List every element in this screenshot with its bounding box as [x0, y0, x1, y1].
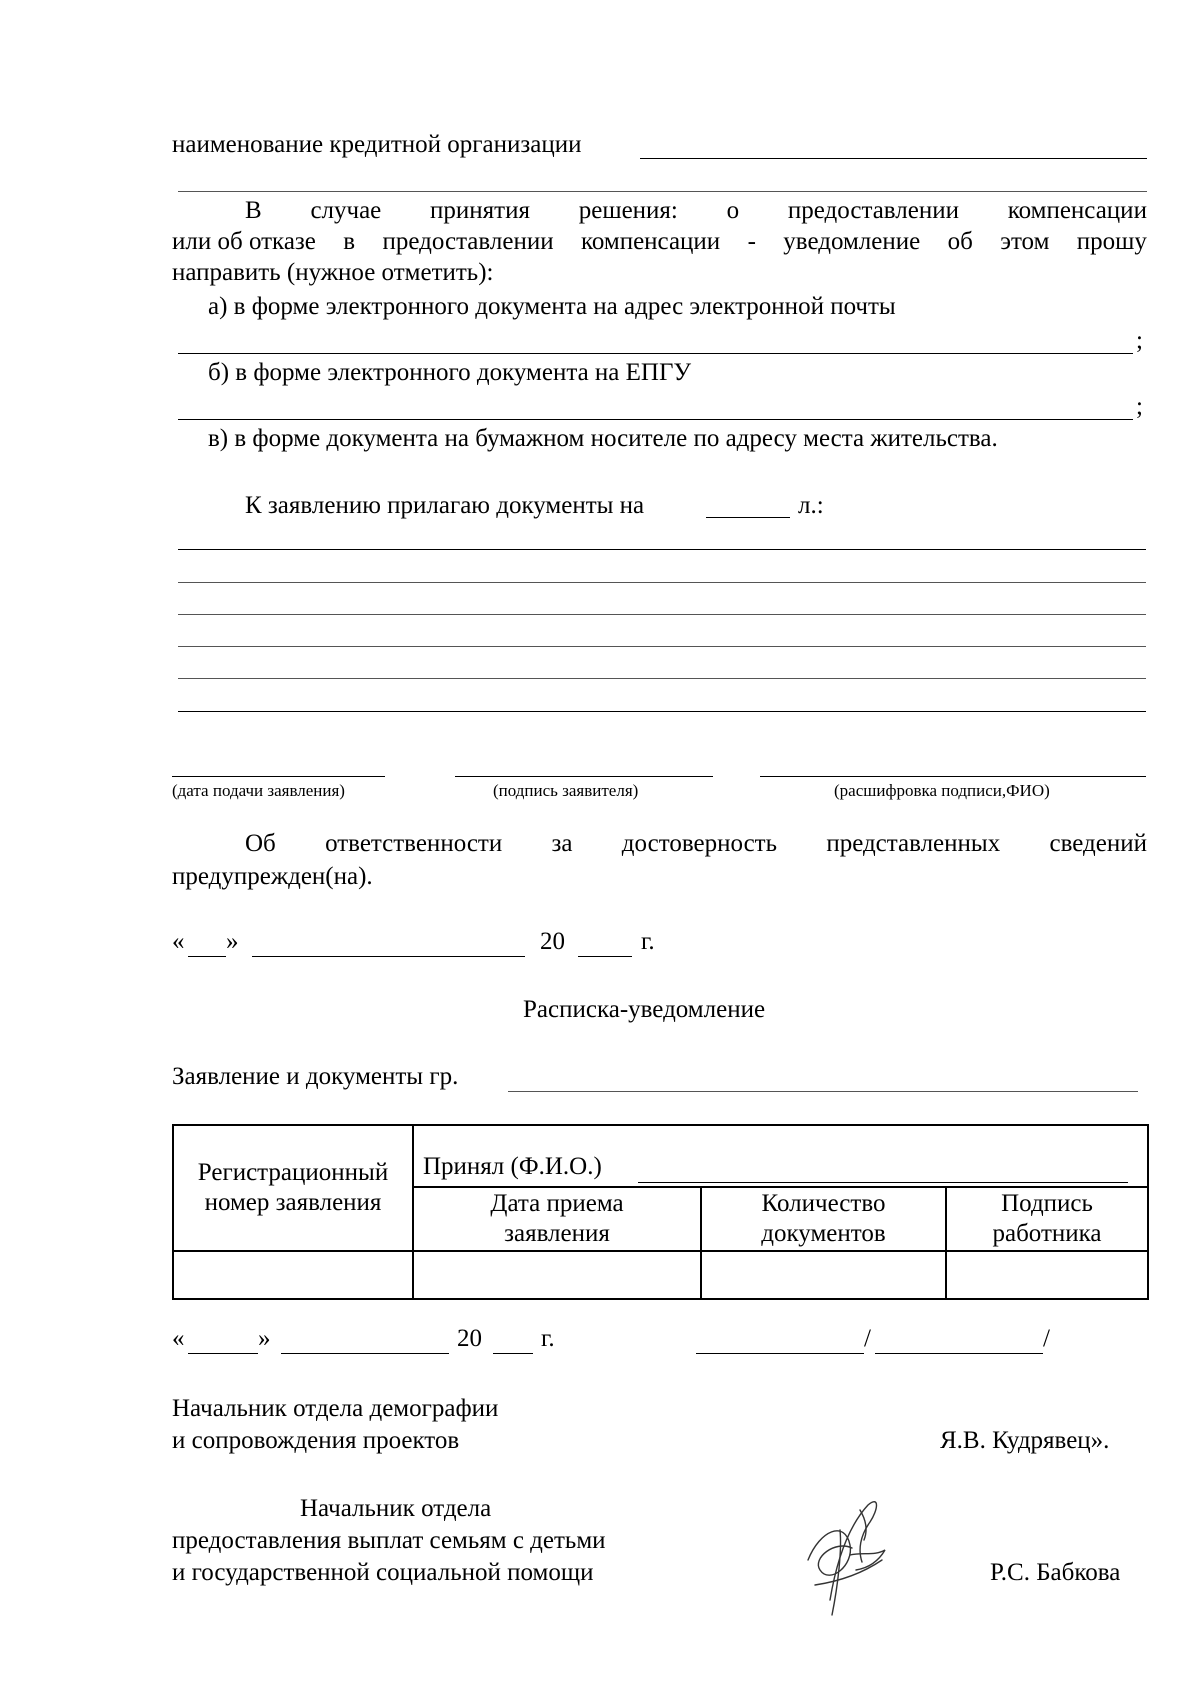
signatory2-title-line3: и государственной социальной помощи	[172, 1559, 594, 1586]
documents-count-header: Количество документов	[701, 1187, 946, 1251]
attachments-line-5[interactable]	[178, 678, 1146, 679]
receipt-date-year-field[interactable]	[493, 1353, 533, 1354]
receipt-date-day-field[interactable]	[188, 1353, 258, 1354]
signature-decoding-field[interactable]	[760, 776, 1146, 777]
attachments-line-4[interactable]	[178, 646, 1146, 647]
documents-count-cell[interactable]	[701, 1251, 946, 1299]
attachments-label: К заявлению прилагаю документы на	[245, 492, 645, 519]
email-address-field[interactable]	[178, 353, 1133, 354]
receipt-title: Расписка-уведомление	[523, 996, 766, 1023]
option-epgu[interactable]: б) в форме электронного документа на ЕПГУ	[208, 359, 692, 386]
date-open-quote: «	[172, 928, 185, 955]
signature-slash-2: /	[1043, 1325, 1050, 1352]
date-day-field[interactable]	[188, 956, 226, 957]
date-close-quote: »	[226, 928, 239, 955]
submission-date-field[interactable]	[172, 776, 385, 777]
signatory2-name: Р.С. Бабкова	[990, 1559, 1121, 1586]
receipt-date-close-quote: »	[258, 1325, 271, 1352]
receipt-date-year-suffix: г.	[541, 1325, 555, 1352]
receipt-date-open-quote: «	[172, 1325, 185, 1352]
signature-slash-1: /	[864, 1325, 871, 1352]
attachments-pages-field[interactable]	[706, 517, 790, 518]
employee-signature-cell[interactable]	[946, 1251, 1148, 1299]
option-email[interactable]: а) в форме электронного документа на адрес электронной почты	[208, 293, 896, 320]
bank-name-field[interactable]	[640, 158, 1147, 159]
epgu-field[interactable]	[178, 419, 1133, 420]
receive-date-cell[interactable]	[413, 1251, 701, 1299]
attachments-line-3[interactable]	[178, 614, 1146, 615]
option-epgu-semicolon: ;	[1136, 393, 1143, 420]
decision-paragraph-line1: В случае принятия решения: о предоставлении компенсации	[245, 197, 1147, 224]
accepted-by-label: Принял (Ф.И.О.)	[423, 1153, 602, 1180]
option-email-semicolon: ;	[1136, 327, 1143, 354]
responsibility-line1: Об ответственности за достоверность представленных сведений	[245, 830, 1147, 857]
date-year-field[interactable]	[578, 956, 632, 957]
employee-signature-header: Подпись работника	[946, 1187, 1148, 1251]
signatory2-title-line2: предоставления выплат семьям с детьми	[172, 1527, 606, 1554]
date-year-prefix: 20	[540, 928, 565, 955]
signatory1-title-line2: и сопровождения проектов	[172, 1427, 460, 1454]
reg-number-cell[interactable]	[173, 1251, 413, 1299]
responsibility-line2: предупрежден(на).	[172, 863, 373, 890]
registration-table	[172, 1124, 1149, 1300]
attachments-line-1[interactable]	[178, 549, 1146, 550]
applicant-signature-caption: (подпись заявителя)	[493, 781, 639, 800]
handwritten-signature	[790, 1490, 910, 1620]
receipt-applicant-field[interactable]	[508, 1091, 1138, 1092]
attachments-line-6[interactable]	[178, 711, 1146, 712]
accepted-by-cell	[413, 1125, 1148, 1187]
employee-signature-field[interactable]	[696, 1353, 864, 1354]
attachments-line-2[interactable]	[178, 582, 1146, 583]
receive-date-header: Дата приема заявления	[413, 1187, 701, 1251]
signature-decoding-caption: (расшифровка подписи,ФИО)	[834, 781, 1050, 800]
accepted-by-field[interactable]	[638, 1182, 1128, 1183]
applicant-signature-field[interactable]	[455, 776, 713, 777]
signatory2-title-line1: Начальник отдела	[300, 1495, 492, 1522]
employee-name-field[interactable]	[875, 1353, 1043, 1354]
submission-date-caption: (дата подачи заявления)	[172, 781, 345, 800]
receipt-statement: Заявление и документы гр.	[172, 1063, 459, 1090]
date-year-suffix: г.	[641, 928, 655, 955]
receipt-date-month-field[interactable]	[281, 1353, 449, 1354]
option-paper[interactable]: в) в форме документа на бумажном носителе по адресу места жительства.	[208, 425, 998, 452]
attachments-suffix: л.:	[798, 492, 824, 519]
signatory1-title-line1: Начальник отдела демографии	[172, 1395, 499, 1422]
date-month-field[interactable]	[252, 956, 525, 957]
decision-paragraph-line3: направить (нужное отметить):	[172, 259, 494, 286]
signatory1-name: Я.В. Кудрявец».	[940, 1427, 1110, 1454]
reg-number-header: Регистрационный номер заявления	[173, 1125, 413, 1251]
decision-paragraph-line2: или об отказе в предоставлении компенсации - уведомление об этом прошу	[172, 228, 1147, 255]
bank-name-label: наименование кредитной организации	[172, 131, 582, 158]
receipt-date-year-prefix: 20	[457, 1325, 482, 1352]
bank-name-field-extra[interactable]	[178, 191, 1147, 192]
